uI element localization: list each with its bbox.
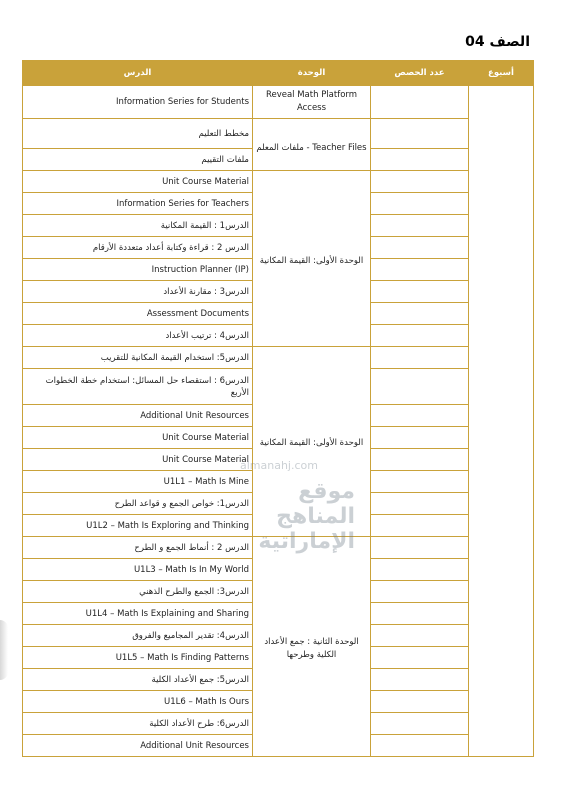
watermark-text: موقع المناهج الإماراتية — [258, 479, 355, 554]
count-cell — [371, 369, 469, 405]
count-cell — [371, 493, 469, 515]
count-cell — [371, 325, 469, 347]
count-cell — [371, 215, 469, 237]
lesson-cell: Information Series for Students — [23, 86, 253, 119]
lesson-cell: الدرس3: الجمع والطرح الذهني — [23, 581, 253, 603]
lesson-cell: Unit Course Material — [23, 449, 253, 471]
count-cell — [371, 303, 469, 325]
header-week: أسبوع — [469, 61, 534, 86]
count-cell — [371, 471, 469, 493]
lesson-cell: Unit Course Material — [23, 171, 253, 193]
count-cell — [371, 347, 469, 369]
lesson-cell: الدرس4 : ترتيب الأعداد — [23, 325, 253, 347]
count-cell — [371, 86, 469, 119]
lesson-cell: Assessment Documents — [23, 303, 253, 325]
lesson-cell: مخطط التعليم — [23, 119, 253, 149]
lesson-cell: U1L1 – Math Is Mine — [23, 471, 253, 493]
unit-cell: Teacher Files - ملفات المعلم — [253, 119, 371, 171]
lesson-cell: U1L2 – Math Is Exploring and Thinking — [23, 515, 253, 537]
count-cell — [371, 449, 469, 471]
watermark-url: almanahj.com — [240, 459, 318, 472]
page-title: الصف 04 — [465, 34, 530, 50]
lesson-cell: الدرس1 : القيمة المكانية — [23, 215, 253, 237]
count-cell — [371, 237, 469, 259]
count-cell — [371, 149, 469, 171]
count-cell — [371, 537, 469, 559]
week-cell — [469, 86, 534, 757]
lesson-cell: ملفات التقييم — [23, 149, 253, 171]
count-cell — [371, 735, 469, 757]
count-cell — [371, 713, 469, 735]
lesson-cell: الدرس6 : استقصاء حل المسائل: استخدام خطة الخطوات الأربع — [23, 369, 253, 405]
table-row — [23, 119, 534, 149]
count-cell — [371, 281, 469, 303]
lesson-cell: الدرس4: تقدير المجاميع والفروق — [23, 625, 253, 647]
unit-cell: الوحدة الأولى: القيمة المكانية — [253, 347, 371, 537]
unit-cell: الوحدة الثانية : جمع الأعداد الكلية وطرحها — [253, 537, 371, 757]
count-cell — [371, 171, 469, 193]
count-cell — [371, 193, 469, 215]
lesson-cell: Additional Unit Resources — [23, 405, 253, 427]
count-cell — [371, 515, 469, 537]
lesson-cell: U1L6 – Math Is Ours — [23, 691, 253, 713]
count-cell — [371, 691, 469, 713]
unit-cell: Reveal Math Platform Access — [253, 86, 371, 119]
header-lesson: الدرس — [23, 61, 253, 86]
count-cell — [371, 559, 469, 581]
lesson-cell: الدرس 2 : قراءة وكتابة أعداد متعددة الأرقام — [23, 237, 253, 259]
lesson-cell: الدرس1: خواص الجمع و قواعد الطرح — [23, 493, 253, 515]
table-row — [23, 171, 534, 193]
lesson-cell: Information Series for Teachers — [23, 193, 253, 215]
page-edge-shadow — [0, 620, 8, 680]
lesson-cell: U1L5 – Math Is Finding Patterns — [23, 647, 253, 669]
lesson-cell: U1L4 – Math Is Explaining and Sharing — [23, 603, 253, 625]
lesson-cell: الدرس5: جمع الأعداد الكلية — [23, 669, 253, 691]
lesson-plan-table — [22, 60, 534, 757]
table-row — [23, 347, 534, 369]
count-cell — [371, 405, 469, 427]
table-row — [23, 86, 534, 119]
count-cell — [371, 603, 469, 625]
header-unit: الوحدة — [253, 61, 371, 86]
header-count: عدد الحصص — [371, 61, 469, 86]
lesson-cell: U1L3 – Math Is In My World — [23, 559, 253, 581]
count-cell — [371, 625, 469, 647]
count-cell — [371, 427, 469, 449]
lesson-cell: الدرس 2 : أنماط الجمع و الطرح — [23, 537, 253, 559]
table-row — [23, 537, 534, 559]
count-cell — [371, 581, 469, 603]
count-cell — [371, 259, 469, 281]
lesson-cell: الدرس5: استخدام القيمة المكانية للتقريب — [23, 347, 253, 369]
count-cell — [371, 669, 469, 691]
lesson-cell: الدرس6: طرح الأعداد الكلية — [23, 713, 253, 735]
count-cell — [371, 647, 469, 669]
lesson-cell: Unit Course Material — [23, 427, 253, 449]
lesson-cell: Additional Unit Resources — [23, 735, 253, 757]
lesson-cell: Instruction Planner (IP) — [23, 259, 253, 281]
count-cell — [371, 119, 469, 149]
table-header-row — [23, 61, 534, 86]
lesson-cell: الدرس3 : مقارنة الأعداد — [23, 281, 253, 303]
unit-cell: الوحدة الأولى: القيمة المكانية — [253, 171, 371, 347]
